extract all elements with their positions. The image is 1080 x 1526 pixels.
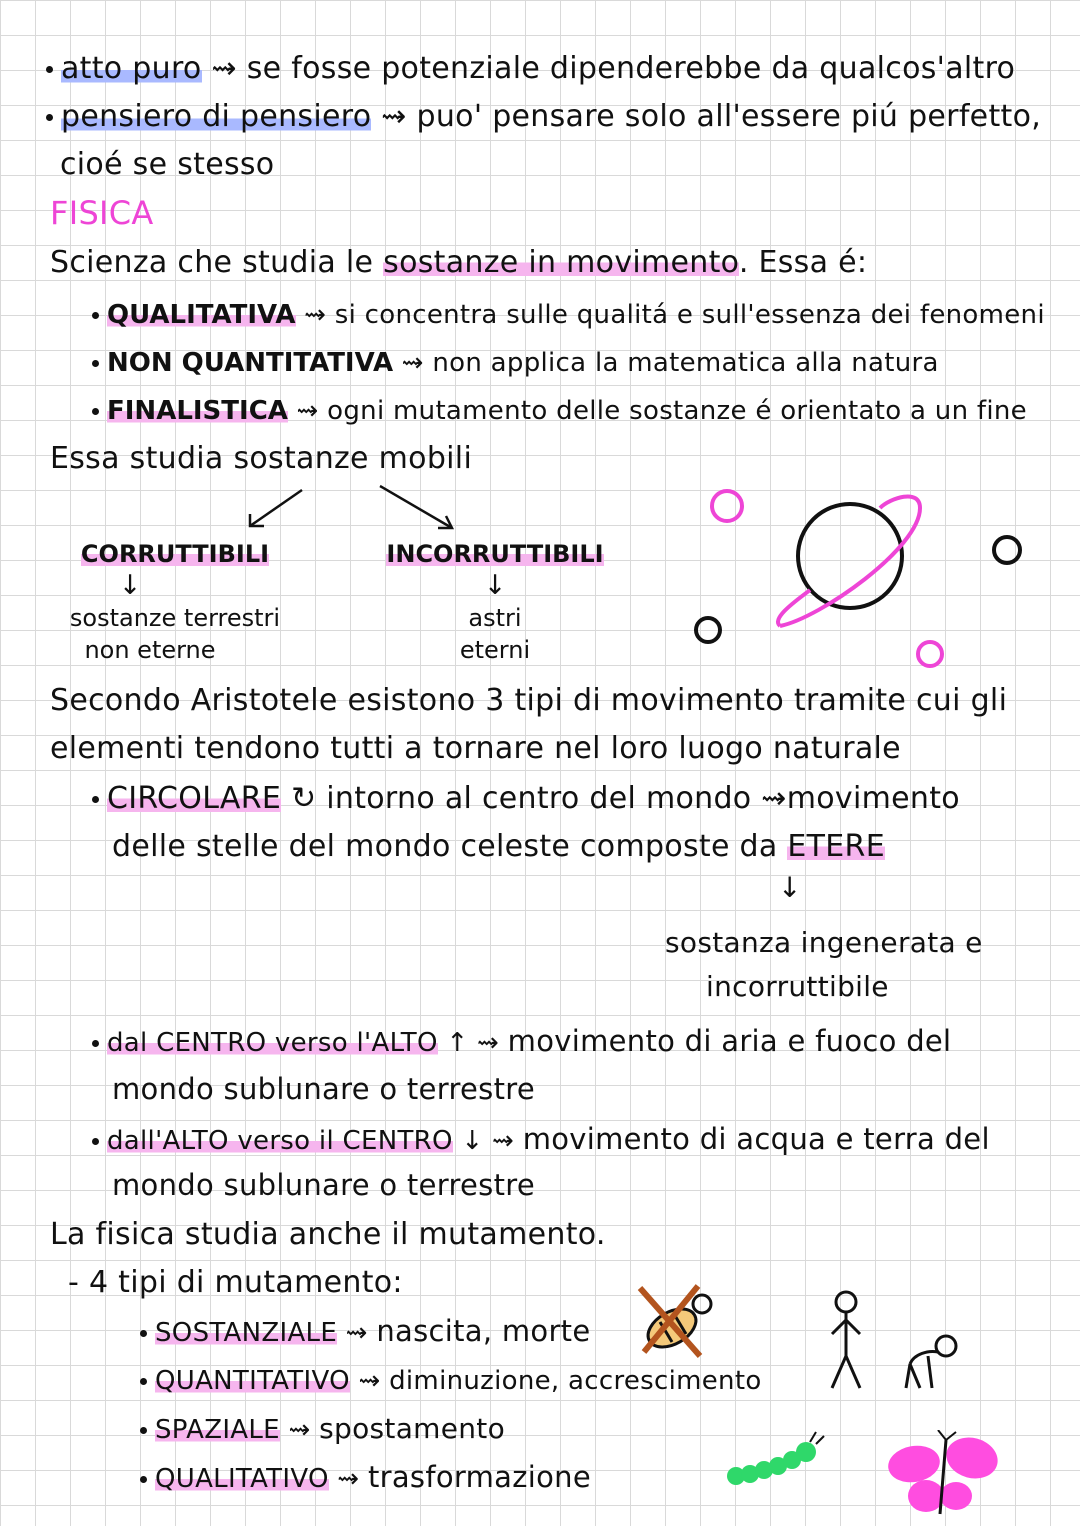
note-line-incorruttibile <box>706 968 889 1006</box>
text: nascita, morte <box>376 1314 591 1348</box>
down-arrow: ↓ <box>483 570 507 601</box>
text: mondo sublunare o terrestre <box>112 1072 535 1106</box>
squiggle-arrow: ⇝ <box>381 99 407 134</box>
text: . Essa é: <box>738 245 868 280</box>
note-line-pensiero <box>46 98 1041 136</box>
old-person-icon <box>898 1332 968 1392</box>
term-quantitativo: QUANTITATIVO <box>155 1366 350 1396</box>
term-alto-centro: dall'ALTO verso il CENTRO <box>107 1126 453 1156</box>
term-non-quantitativa: NON QUANTITATIVA <box>107 348 394 378</box>
text: puo' pensare solo all'essere piú perfetto, <box>416 99 1042 134</box>
note-line-stelle <box>112 828 885 866</box>
squiggle-arrow: ⇝ <box>296 396 319 426</box>
text: ogni mutamento delle sostanze é orientato a un fine <box>327 396 1027 426</box>
term-sostanziale: SOSTANZIALE <box>155 1318 338 1348</box>
note-line-fisica-mutamento <box>50 1216 606 1254</box>
note-line-alto-centro <box>92 1120 990 1160</box>
text: - 4 tipi di mutamento: <box>68 1265 403 1300</box>
text: Scienza che studia le <box>50 245 384 280</box>
note-line-non-quantitativa <box>92 344 939 382</box>
section-heading-fisica: FISICA <box>50 194 154 232</box>
down-arrow: ↓ <box>461 1126 484 1156</box>
note-line-aristotele <box>50 682 1007 720</box>
bullet <box>140 1427 147 1434</box>
note-line-scienza <box>50 244 867 282</box>
text: delle stelle del mondo celeste composte da <box>112 829 788 864</box>
text: mondo sublunare o terrestre <box>112 1168 535 1202</box>
squiggle-arrow: ⇝ <box>476 1028 500 1058</box>
squiggle-arrow: ⇝ <box>492 1126 515 1156</box>
text: spostamento <box>319 1412 506 1445</box>
text: si concentra sulle qualitá e sull'essenza dei fenomeni <box>334 300 1045 330</box>
term-pensiero: pensiero di pensiero <box>61 99 372 134</box>
down-arrow: ↓ <box>778 871 802 904</box>
note-line-cioe <box>60 146 274 184</box>
text: elementi tendono tutti a tornare nel loro luogo naturale <box>50 731 901 766</box>
text: incorruttibile <box>706 970 889 1003</box>
note-line-atto-puro <box>46 50 1015 88</box>
note-line-quantitativo <box>140 1362 762 1400</box>
squiggle-arrow: ⇝ <box>304 300 327 330</box>
term-sostanze-in-movimento: sostanze in movimento <box>383 245 739 280</box>
text: sostanze terrestri <box>69 604 281 632</box>
bullet <box>46 66 53 73</box>
text: intorno al centro del mondo <box>326 781 752 816</box>
branch-corruttibili <box>40 538 310 666</box>
squiggle-arrow: ⇝ <box>358 1366 381 1396</box>
note-line-sublunare-2 <box>112 1166 535 1204</box>
term-circolare: CIRCOLARE <box>107 781 282 816</box>
bullet <box>140 1330 147 1337</box>
text: non eterne <box>84 636 216 664</box>
note-line-sostanza-ingenerata <box>665 924 983 962</box>
bullet <box>140 1378 147 1385</box>
note-line-tipi-mutamento <box>68 1264 403 1302</box>
bullet <box>92 360 99 367</box>
planet-icon <box>670 478 1030 678</box>
down-arrow: ↓ <box>118 570 142 601</box>
note-line-finalistica <box>92 392 1027 430</box>
bullet <box>92 796 99 803</box>
text: sostanza ingenerata e <box>665 926 983 959</box>
squiggle-arrow: ⇝ <box>401 348 424 378</box>
term-etere: ETERE <box>787 829 885 864</box>
up-arrow: ↑ <box>446 1028 469 1058</box>
text: non applica la matematica alla natura <box>432 348 939 378</box>
text: movimento <box>786 781 960 816</box>
squiggle-arrow: ⇝ <box>337 1464 360 1494</box>
bullet <box>92 408 99 415</box>
squiggle-arrow: ⇝ <box>211 51 237 86</box>
term-atto-puro: atto puro <box>61 51 202 86</box>
note-line-sublunare-1 <box>112 1070 535 1108</box>
text: trasformazione <box>367 1460 591 1494</box>
text: eterni <box>459 636 531 664</box>
text: La fisica studia anche il mutamento. <box>50 1217 606 1252</box>
bullet <box>46 114 53 121</box>
note-line-qualitativo <box>140 1458 591 1498</box>
text: astri <box>468 604 522 632</box>
stick-figure-icon <box>826 1290 866 1390</box>
term-incorruttibili: INCORRUTTIBILI <box>386 540 604 568</box>
note-line-sostanziale <box>140 1312 590 1352</box>
term-corruttibili: CORRUTTIBILI <box>80 540 270 568</box>
text: cioé se stesso <box>60 147 275 182</box>
term-finalistica: FINALISTICA <box>107 396 288 426</box>
note-line-circolare <box>92 780 960 818</box>
bullet <box>92 1138 99 1145</box>
branch-incorruttibili <box>380 538 610 666</box>
text: se fosse potenziale dipenderebbe da qualcos'altro <box>246 51 1016 86</box>
bullet <box>140 1476 147 1483</box>
term-qualitativo: QUALITATIVO <box>155 1464 329 1494</box>
text: movimento di aria e fuoco del <box>507 1024 952 1058</box>
term-centro-alto: dal CENTRO verso l'ALTO <box>107 1028 438 1058</box>
text: movimento di acqua e terra del <box>522 1122 990 1156</box>
text: diminuzione, accrescimento <box>389 1366 762 1396</box>
note-line-centro-alto <box>92 1022 951 1062</box>
branch-arrows <box>240 480 460 540</box>
note-line-qualitativa <box>92 296 1045 334</box>
text: Secondo Aristotele esistono 3 tipi di movimento tramite cui gli <box>50 683 1008 718</box>
bullet <box>92 312 99 319</box>
term-spaziale: SPAZIALE <box>155 1415 280 1445</box>
butterfly-icon <box>884 1430 1004 1520</box>
term-qualitativa: QUALITATIVA <box>107 300 296 330</box>
squiggle-arrow: ⇝ <box>345 1318 368 1348</box>
note-line-spaziale <box>140 1410 505 1449</box>
squiggle-arrow: ⇝ <box>288 1415 311 1445</box>
bee-crossed-icon <box>630 1280 730 1360</box>
caterpillar-icon <box>724 1428 834 1488</box>
note-line-sostanze-mobili <box>50 440 472 478</box>
note-line-elementi <box>50 730 901 768</box>
squiggle-arrow: ⇝ <box>761 781 787 816</box>
text: Essa studia sostanze mobili <box>50 441 473 476</box>
bullet <box>92 1040 99 1047</box>
circle-arrow-icon: ↻ <box>290 781 317 816</box>
